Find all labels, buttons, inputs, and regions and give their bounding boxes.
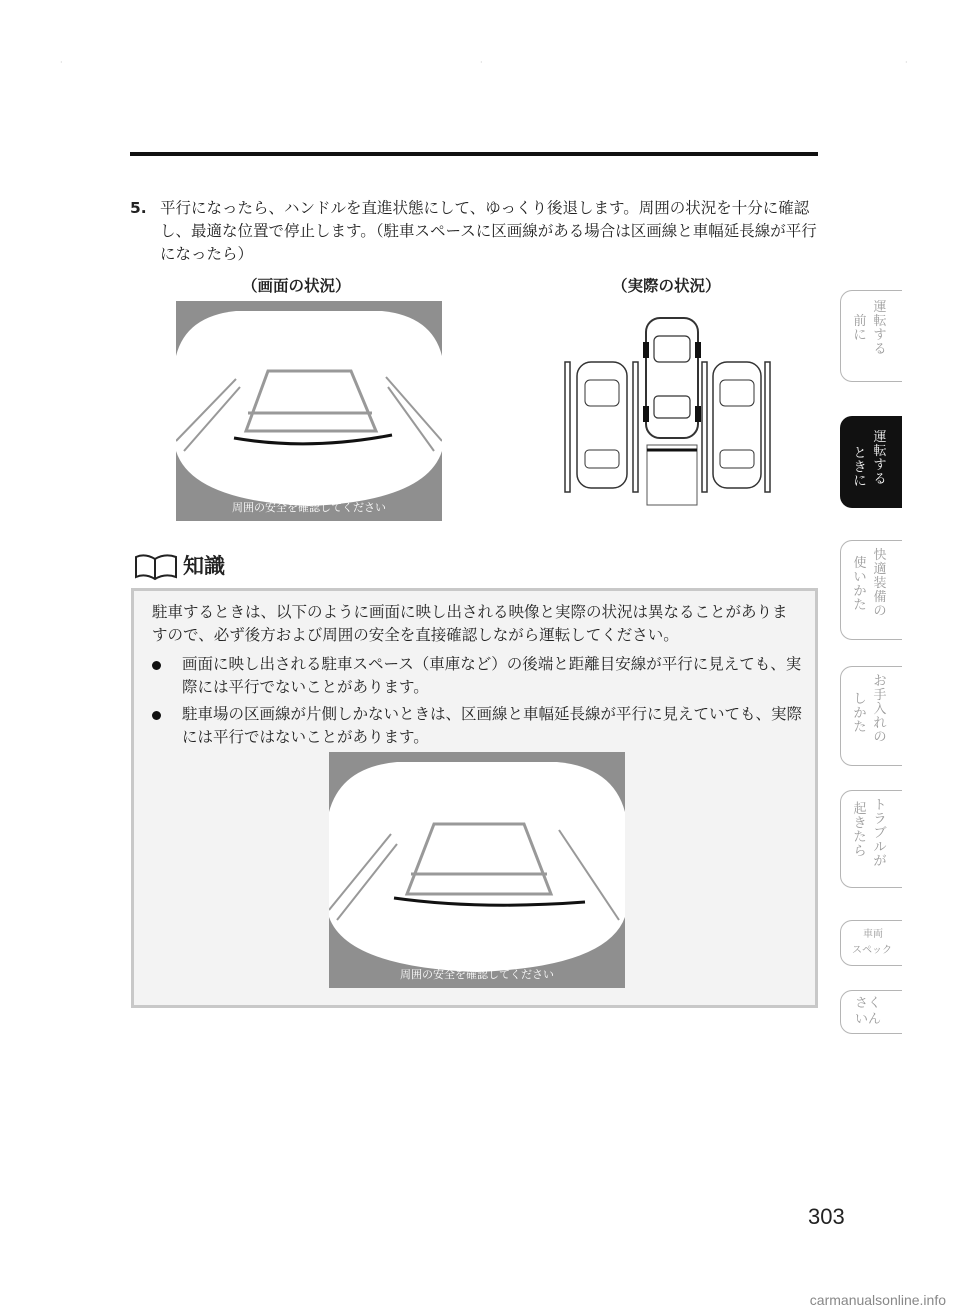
crop-mark: · [60, 58, 63, 67]
side-tab-maintenance[interactable] [840, 666, 902, 766]
bullet-text: 画面に映し出される駐車スペース（車庫など）の後端と距離目安線が平行に見えても、実際には平行でないことがあります。 [182, 655, 802, 696]
caption-actual: （実際の状況） [612, 277, 721, 295]
knowledge-bullet [152, 653, 804, 699]
top-rule [130, 152, 818, 156]
actual-parking-illustration [555, 310, 780, 508]
side-tab-line1: さく [854, 996, 881, 1011]
side-tab-line1: 運転する [873, 430, 887, 487]
side-tab-before-driving[interactable] [840, 290, 902, 382]
side-tab-line2: 使いかた [853, 556, 867, 613]
side-tab-line2: 前に [853, 314, 867, 343]
knowledge-heading: 知識 [183, 554, 225, 578]
step-text: 平行になったら、ハンドルを直進状態にして、ゆっくり後退します。周囲の状況を十分に確認し、最適な位置で停止します。（駐車スペースに区画線がある場合は区画線と車幅延長線が平行になったら） [160, 199, 817, 263]
side-tab-line2: しかた [853, 692, 867, 735]
knowledge-intro: 駐車するときは、以下のように画面に映し出される映像と実際の状況は異なることがありますので、必ず後方および周囲の安全を直接確認しながら運転してください。 [152, 603, 788, 644]
side-tab-line1: 運転する [873, 300, 887, 357]
watermark: carmanualsonline.info [809, 1292, 946, 1308]
book-icon [133, 553, 179, 581]
side-tab-line2: ときに [853, 446, 867, 489]
screen-warning: 周囲の安全を確認してください [400, 968, 554, 981]
side-tab-comfort-features[interactable] [840, 540, 902, 640]
bullet-dot [152, 661, 161, 670]
screen-warning: 周囲の安全を確認してください [232, 501, 386, 514]
camera-view-graphic [176, 301, 442, 521]
side-tab-line2: スペック [852, 945, 892, 956]
step-number: 5. [130, 199, 147, 217]
side-tab-troubleshooting[interactable] [840, 790, 902, 888]
side-tab-line2: いん [854, 1012, 881, 1027]
knowledge-bullet [152, 703, 804, 749]
step-5 [130, 197, 820, 266]
page-number: 303 [808, 1204, 845, 1229]
bullet-text: 駐車場の区画線が片側しかないときは、区画線と車幅延長線が平行に見えていても、実際には平行ではないことがあります。 [182, 705, 803, 746]
caption-screen: （画面の状況） [242, 277, 351, 295]
crop-mark: · [905, 58, 908, 67]
side-tab-specs[interactable] [840, 920, 902, 966]
crop-mark: · [480, 58, 483, 67]
bullet-dot [152, 711, 161, 720]
side-tab-line1: 快適装備の [873, 548, 887, 619]
camera-screen-illustration [329, 752, 625, 988]
knowledge-box [131, 588, 818, 1008]
side-tab-line1: トラブルが [873, 798, 887, 869]
side-tab-line1: 車両 [863, 929, 883, 940]
side-tab-line2: 起きたら [853, 802, 867, 859]
side-tab-index[interactable] [840, 990, 902, 1034]
side-tab-while-driving[interactable] [840, 416, 902, 508]
camera-screen-illustration [176, 301, 442, 521]
side-tab-line1: お手入れの [873, 674, 887, 745]
camera-view-graphic [329, 752, 625, 988]
